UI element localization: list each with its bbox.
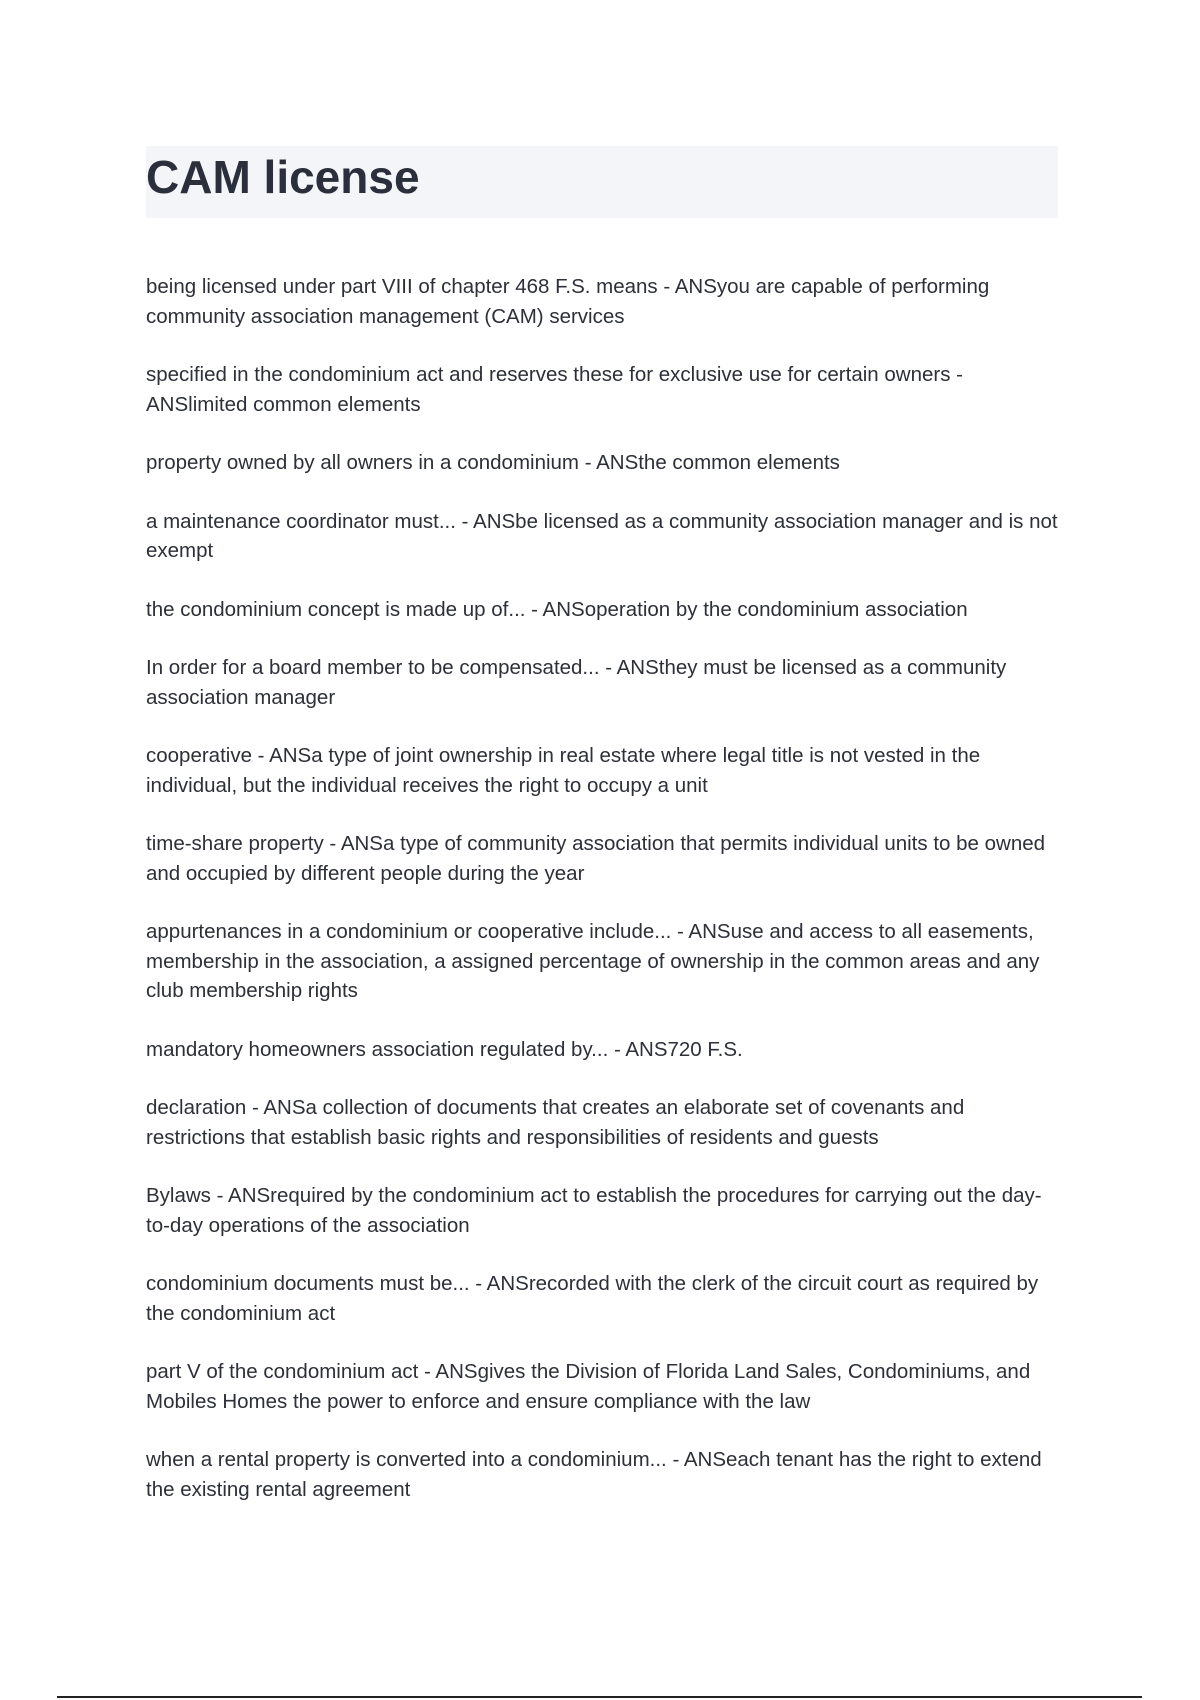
footer-rule xyxy=(57,1696,1142,1698)
qa-entry: part V of the condominium act - ANSgives the Division of Florida Land Sales, Condominiums, and Mobiles Homes the power to enforce and ensure compliance with the law xyxy=(146,1360,1031,1413)
qa-entry: declaration - ANSa collection of documents that creates an elaborate set of covenants and restrictions that establish basic rights and responsibilities of residents and guests xyxy=(146,1096,965,1149)
page-title: CAM license xyxy=(146,151,420,203)
qa-entry: appurtenances in a condominium or cooperative include... - ANSuse and access to all easements, membership in the association, a assigned percentage of ownership in the common areas and any club membership rights xyxy=(146,920,1040,1002)
qa-entry: cooperative - ANSa type of joint ownership in real estate where legal title is not vested in the individual, but the individual receives the right to occupy a unit xyxy=(146,744,981,797)
qa-entry: the condominium concept is made up of... - ANSoperation by the condominium association xyxy=(146,597,968,621)
qa-entry: Bylaws - ANSrequired by the condominium act to establish the procedures for carrying out the day-to-day operations of the association xyxy=(146,1184,1042,1237)
qa-entry: a maintenance coordinator must... - ANSbe licensed as a community association manager and is not exempt xyxy=(146,509,1058,562)
qa-entry: time-share property - ANSa type of community association that permits individual units to be owned and occupied by different people during the year xyxy=(146,832,1046,885)
qa-entry: being licensed under part VIII of chapter 468 F.S. means - ANSyou are capable of performing community association management (CAM) services xyxy=(146,275,990,328)
qa-entry: when a rental property is converted into a condominium... - ANSeach tenant has the right to extend the existing rental agreement xyxy=(146,1448,1042,1501)
qa-entry: property owned by all owners in a condominium - ANSthe common elements xyxy=(146,451,840,474)
qa-entry: In order for a board member to be compensated... - ANSthey must be licensed as a community association manager xyxy=(146,656,1007,709)
qa-entry: specified in the condominium act and reserves these for exclusive use for certain owners - ANSlimited common elements xyxy=(146,363,963,416)
qa-entry: condominium documents must be... - ANSrecorded with the clerk of the circuit court as required by the condominium act xyxy=(146,1272,1039,1325)
qa-entry: mandatory homeowners association regulated by... - ANS720 F.S. xyxy=(146,1037,743,1061)
title-band xyxy=(146,146,1058,218)
qa-list xyxy=(146,272,1061,1533)
